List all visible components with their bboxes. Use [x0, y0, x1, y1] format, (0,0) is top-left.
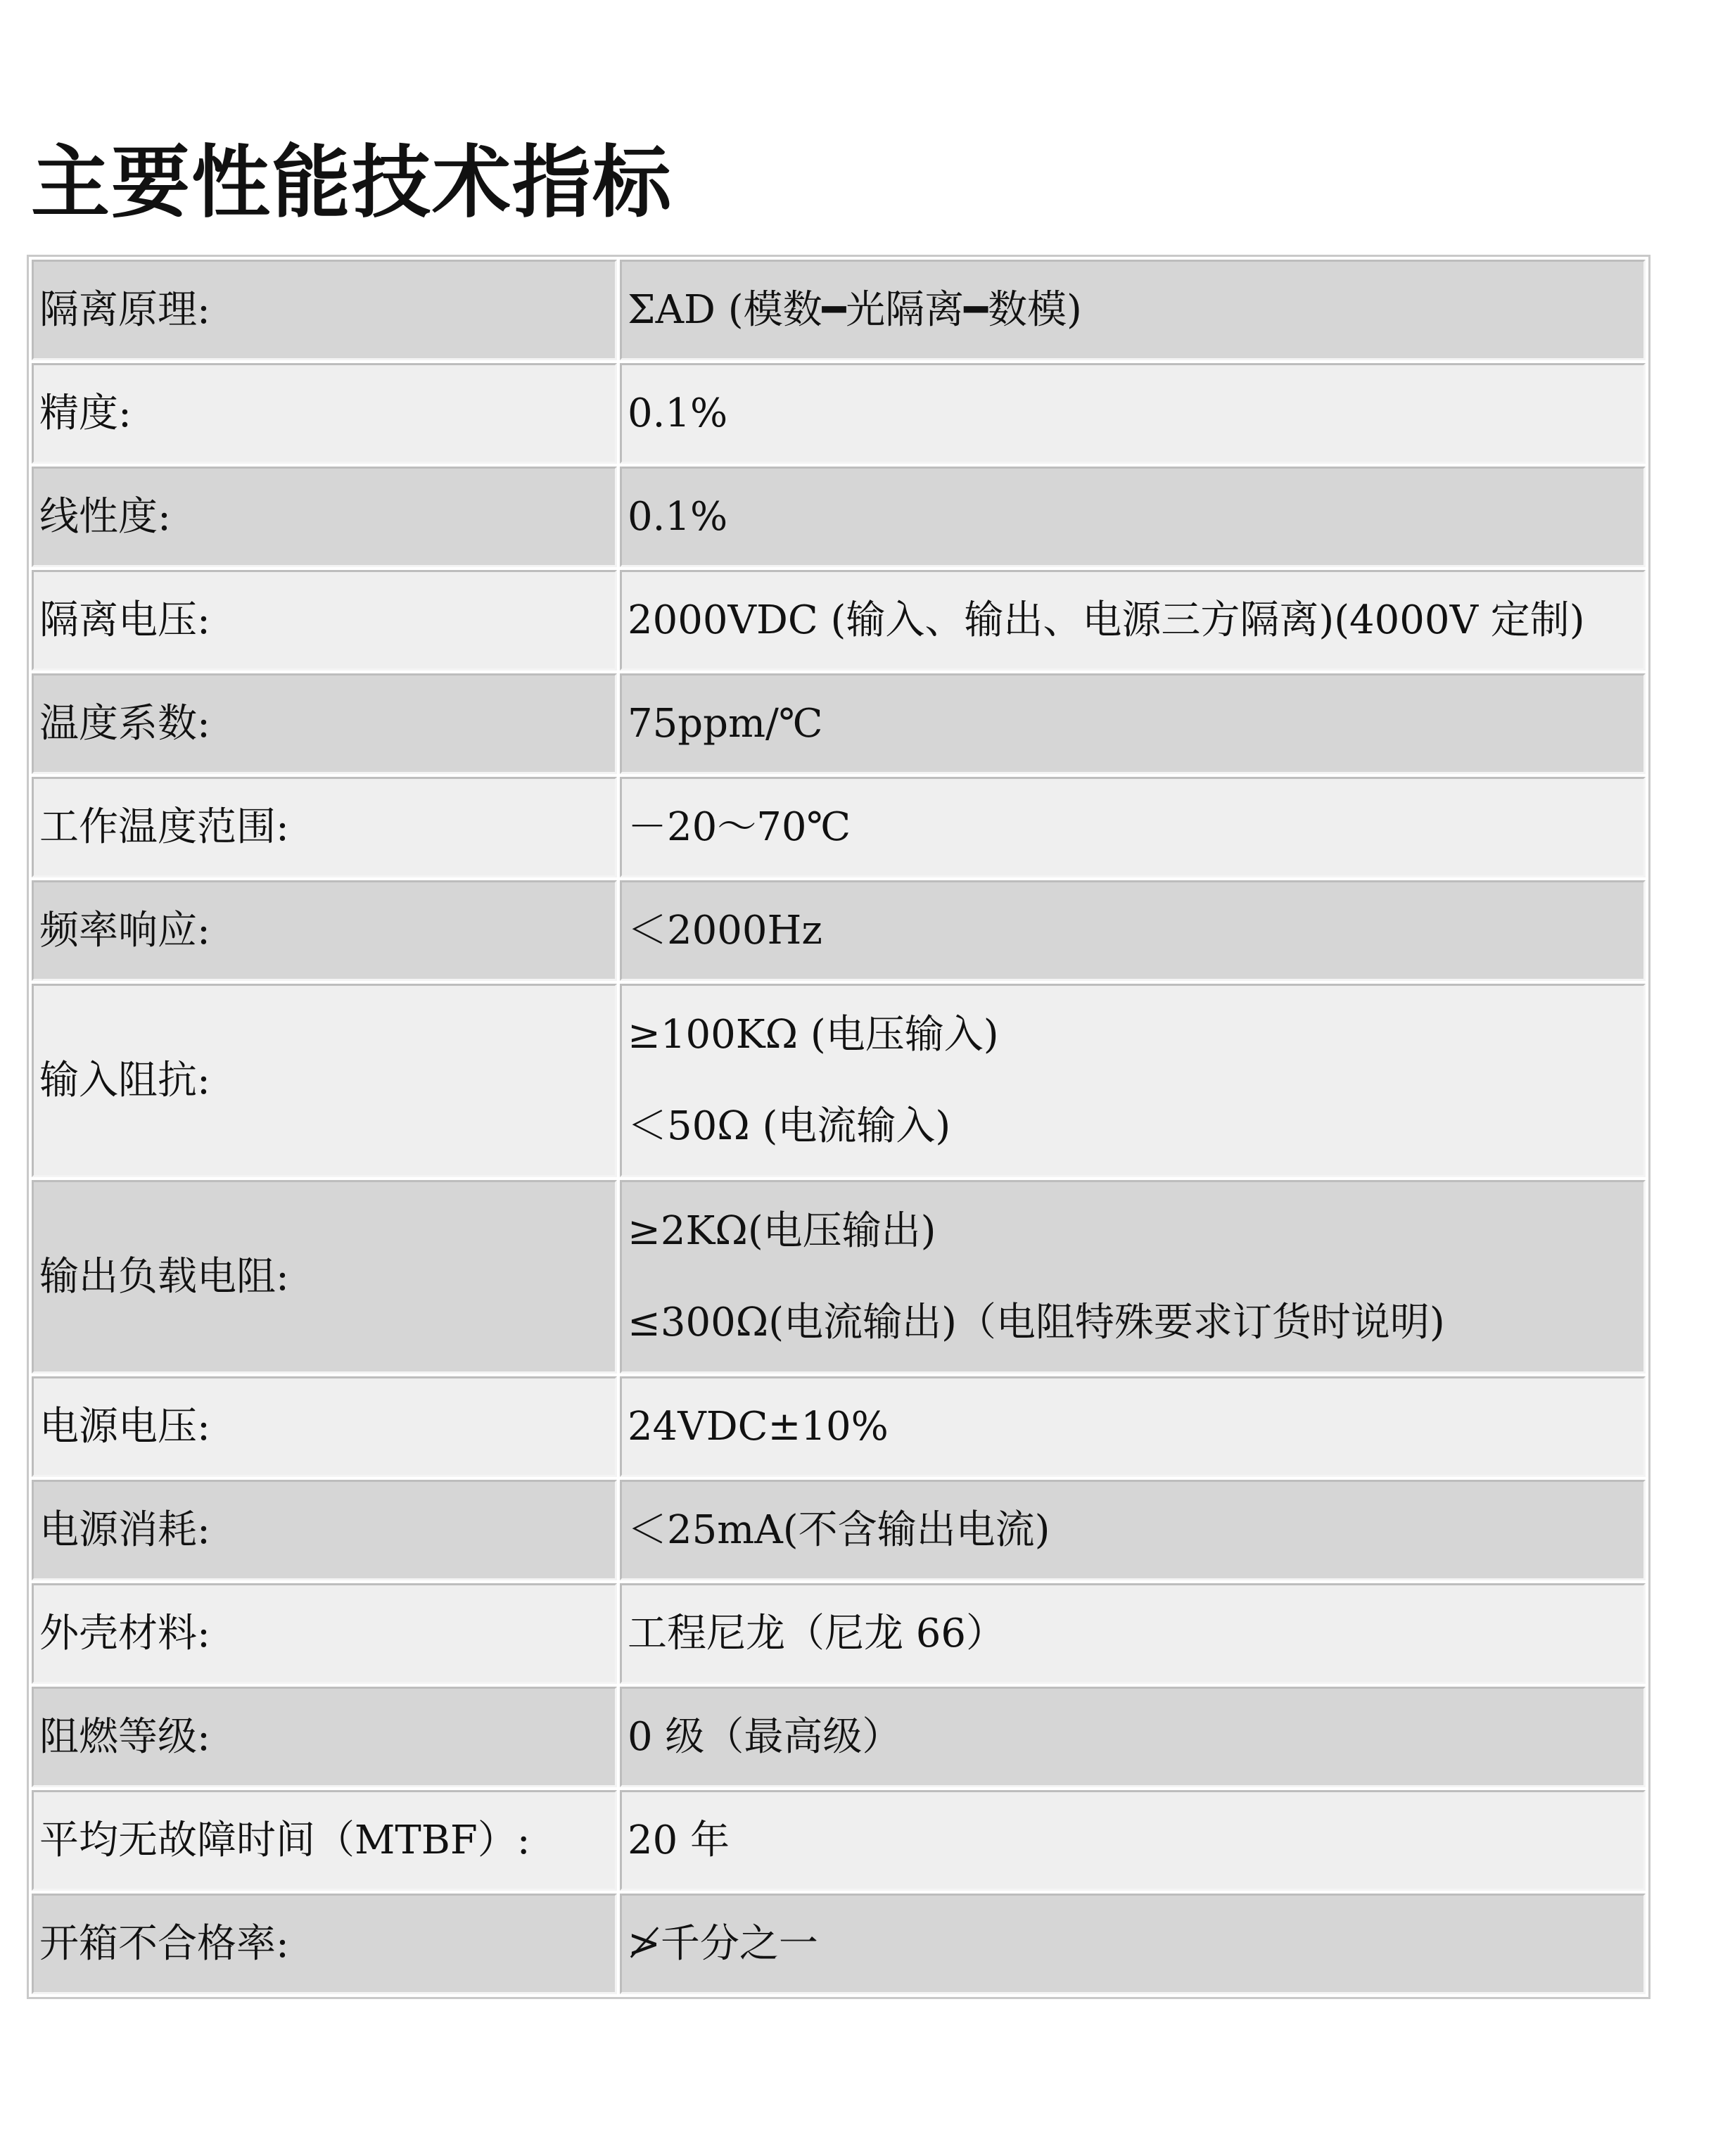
spec-row-power-consumption [32, 1480, 1646, 1580]
spec-value-line: ≥100KΩ (电压输入) [628, 1011, 999, 1058]
spec-row-isolation-principle [32, 260, 1646, 360]
spec-label: 外壳材料: [32, 1583, 617, 1684]
page-title: 主要性能技术指标 [31, 137, 673, 229]
spec-row-defect-rate [32, 1894, 1646, 1994]
spec-label: 电源电压: [32, 1376, 617, 1477]
spec-value-line: ≤300Ω(电流输出)（电阻特殊要求订货时说明) [628, 1299, 1445, 1345]
spec-value [620, 984, 1646, 1177]
spec-value: ＜25mA(不含输出电流) [620, 1480, 1646, 1580]
spec-value: 2000VDC (输入、输出、电源三方隔离)(4000V 定制) [620, 570, 1646, 671]
spec-value: ＜2000Hz [620, 880, 1646, 981]
spec-label: 输入阻抗: [32, 984, 617, 1177]
spec-label: 温度系数: [32, 673, 617, 774]
spec-label: 隔离原理: [32, 260, 617, 360]
spec-row-output-load-resistance [32, 1180, 1646, 1374]
spec-row-frequency-response [32, 880, 1646, 981]
spec-row-input-impedance [32, 984, 1646, 1177]
spec-value: 24VDC±10% [620, 1376, 1646, 1477]
spec-row-operating-temperature [32, 777, 1646, 877]
spec-label: 精度: [32, 363, 617, 464]
spec-value: ≯千分之一 [620, 1894, 1646, 1994]
spec-label: 工作温度范围: [32, 777, 617, 877]
spec-label: 平均无故障时间（MTBF）: [32, 1790, 617, 1891]
spec-row-mtbf [32, 1790, 1646, 1891]
spec-label: 阻燃等级: [32, 1687, 617, 1787]
spec-row-housing-material [32, 1583, 1646, 1684]
spec-value: 0 级（最高级） [620, 1687, 1646, 1787]
spec-value: ΣAD (模数━光隔离━数模) [620, 260, 1646, 360]
spec-row-isolation-voltage [32, 570, 1646, 671]
spec-value-line: ＜50Ω (电流输入) [628, 1103, 951, 1149]
spec-row-flame-rating [32, 1687, 1646, 1787]
spec-label: 频率响应: [32, 880, 617, 981]
spec-value: 工程尼龙（尼龙 66） [620, 1583, 1646, 1684]
spec-label: 线性度: [32, 467, 617, 567]
spec-value: 0.1% [620, 363, 1646, 464]
spec-label: 开箱不合格率: [32, 1894, 617, 1994]
spec-row-linearity [32, 467, 1646, 567]
spec-value: －20～70℃ [620, 777, 1646, 877]
spec-row-temperature-coefficient [32, 673, 1646, 774]
spec-label: 电源消耗: [32, 1480, 617, 1580]
spec-value: 75ppm/℃ [620, 673, 1646, 774]
spec-value-line: ≥2KΩ(电压输出) [628, 1207, 936, 1254]
spec-value: 0.1% [620, 467, 1646, 567]
spec-row-accuracy [32, 363, 1646, 464]
spec-value [620, 1180, 1646, 1374]
spec-label: 输出负载电阻: [32, 1180, 617, 1374]
spec-label: 隔离电压: [32, 570, 617, 671]
spec-table [27, 255, 1650, 1999]
spec-row-supply-voltage [32, 1376, 1646, 1477]
spec-value: 20 年 [620, 1790, 1646, 1891]
